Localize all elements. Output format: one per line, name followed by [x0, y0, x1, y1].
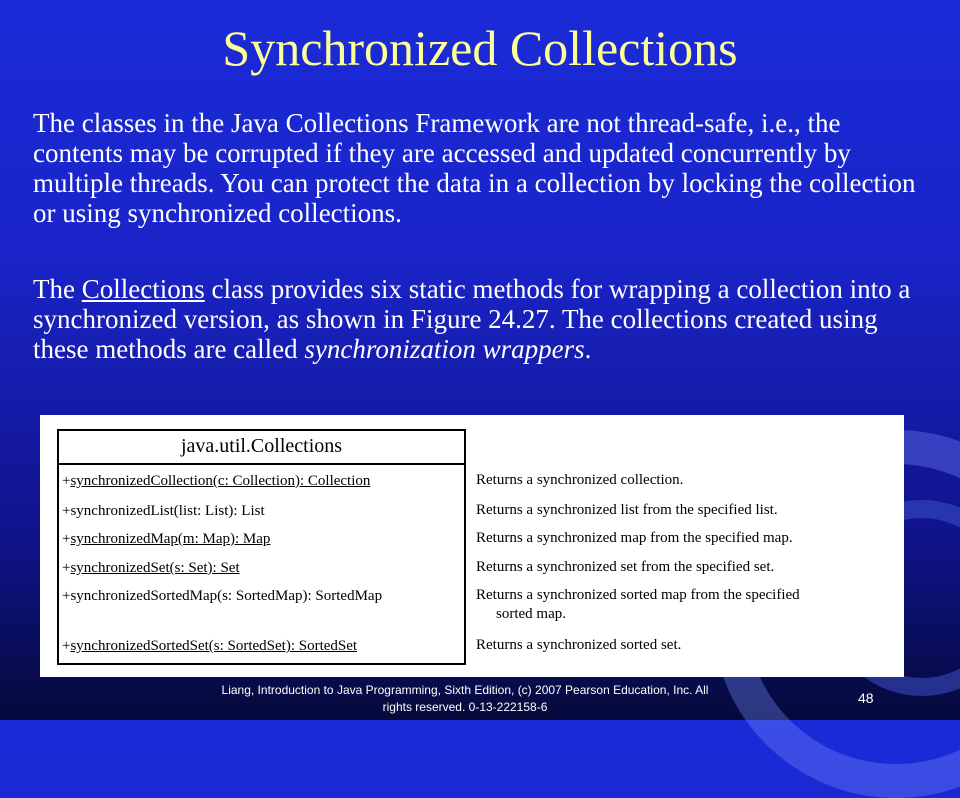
uml-figure [40, 415, 904, 677]
method-prefix: + [62, 531, 71, 547]
uml-method [62, 473, 370, 490]
uml-class-box [57, 429, 466, 665]
footer-line: Liang, Introduction to Java Programming, Sixth Edition, (c) 2007 Pearson Education, Inc. All [221, 683, 709, 697]
paragraph-wrappers [33, 274, 933, 364]
slide-title: Synchronized Collections [222, 20, 738, 76]
method-prefix: + [62, 560, 71, 576]
page-number: 48 [858, 690, 874, 706]
method-signature: synchronizedList(list: List): List [70, 503, 265, 519]
paragraph-text: . [584, 334, 592, 364]
paragraph-text: The [33, 274, 82, 304]
method-prefix: + [62, 503, 71, 519]
paragraph-text: class provides six static methods for wrapping a collection into a synchronized version, as shown in Figure 24.27. The collections created using these methods are called [33, 274, 911, 364]
method-signature: synchronizedSortedSet(s: SortedSet): SortedSet [70, 638, 358, 654]
collections-class-link: Collections [81, 274, 205, 304]
method-prefix: + [62, 473, 71, 489]
uml-method [62, 531, 270, 548]
uml-method [62, 503, 265, 520]
method-description: Returns a synchronized sorted map from the specified [476, 587, 800, 603]
method-signature: synchronizedCollection(c: Collection): Collection [70, 473, 371, 489]
slide-footer [180, 682, 750, 716]
uml-method [62, 560, 240, 577]
method-signature: synchronizedMap(m: Map): Map [70, 531, 271, 547]
method-description: Returns a synchronized map from the specified map. [476, 530, 793, 546]
uml-class-name: java.util.Collections [59, 431, 464, 465]
method-prefix: + [62, 588, 71, 604]
uml-method [62, 638, 357, 655]
method-signature: synchronizedSortedMap(s: SortedMap): SortedMap [70, 588, 383, 604]
uml-method [62, 588, 382, 605]
method-description: Returns a synchronized sorted set. [476, 637, 682, 653]
method-description: Returns a synchronized list from the specified list. [476, 502, 778, 518]
footer-line: rights reserved. 0-13-222158-6 [382, 700, 548, 714]
method-prefix: + [62, 638, 71, 654]
method-description: Returns a synchronized set from the specified set. [476, 559, 775, 575]
paragraph-thread-safety: The classes in the Java Collections Framework are not thread-safe, i.e., the contents may be corrupted if they are accessed and updated concurrently by multiple threads. You can protect the data in a collection by locking the collection or using synchronized collections. [33, 108, 916, 228]
emphasis-text: synchronization wrappers [304, 334, 585, 364]
method-description: Returns a synchronized collection. [476, 472, 684, 488]
method-description-continued: sorted map. [496, 606, 566, 622]
method-signature: synchronizedSet(s: Set): Set [70, 560, 240, 576]
